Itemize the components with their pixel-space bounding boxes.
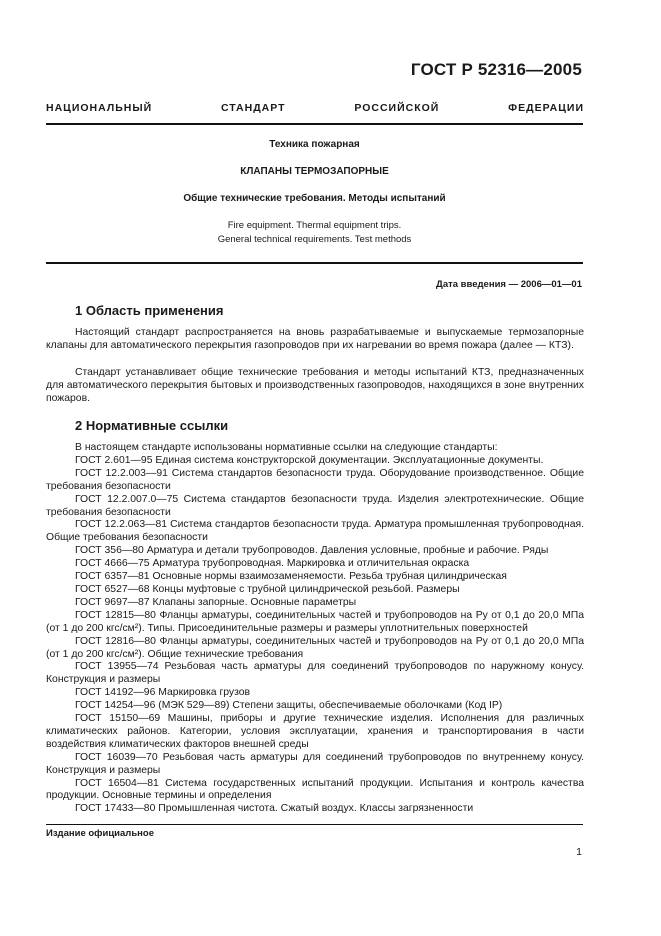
section-1-heading: 1 Область применения bbox=[75, 303, 224, 318]
reference-item bbox=[46, 455, 584, 468]
reference-text: ГОСТ 9697—87 Клапаны запорные. Основные параметры bbox=[75, 596, 357, 608]
reference-item bbox=[46, 558, 584, 571]
standard-subtitle: Общие технические требования. Методы испытаний bbox=[183, 193, 446, 204]
reference-item bbox=[46, 713, 584, 752]
reference-text: ГОСТ 12.2.003—91 Система стандартов безопасности труда. Оборудование производственное. Общие требования безопасности bbox=[46, 467, 584, 492]
reference-item bbox=[46, 584, 584, 597]
page-number: 1 bbox=[576, 846, 582, 858]
reference-text: ГОСТ 14254—96 (МЭК 529—89) Степени защиты, обеспечиваемые оболочками (Код IP) bbox=[75, 700, 503, 712]
reference-item bbox=[46, 519, 584, 545]
english-title-line-2: General technical requirements. Test methods bbox=[217, 234, 412, 245]
reference-item bbox=[46, 661, 584, 687]
title-divider bbox=[46, 262, 583, 264]
section-1-paragraph-1 bbox=[46, 327, 584, 353]
references-intro bbox=[46, 442, 584, 455]
reference-text: ГОСТ 16039—70 Резьбовая часть арматуры для соединений трубопроводов по внутреннему конусу. Конструкция и размеры bbox=[46, 751, 584, 776]
reference-item bbox=[46, 700, 584, 713]
reference-item bbox=[46, 597, 584, 610]
reference-text: ГОСТ 12.2.007.0—75 Система стандартов безопасности труда. Изделия электротехнические. Общие требования безопасности bbox=[46, 493, 584, 518]
section-2-heading: 2 Нормативные ссылки bbox=[75, 418, 229, 433]
section-1-paragraph-2-text: Стандарт устанавливает общие технические требования и методы испытаний КТЗ, предназначенных для автоматического перекрытия бытовых и производственных газопроводов, находящихся в зоне внутренних пожаров. bbox=[46, 367, 584, 404]
official-edition-label: Издание официальное bbox=[46, 828, 154, 839]
reference-item bbox=[46, 803, 584, 816]
reference-items bbox=[46, 455, 584, 816]
reference-item bbox=[46, 468, 584, 494]
section-1-paragraph-1-text: Настоящий стандарт распространяется на вновь разрабатываемые и выпускаемые термозапорные клапаны для автоматического перекрытия газопроводов при их нагревании во время пожара (далее — КТЗ). bbox=[46, 327, 584, 351]
reference-item bbox=[46, 778, 584, 804]
reference-text: ГОСТ 13955—74 Резьбовая часть арматуры для соединений трубопроводов по наружному конусу. Конструкция и размеры bbox=[46, 661, 584, 686]
reference-item bbox=[46, 636, 584, 662]
reference-text: ГОСТ 17433—80 Промышленная чистота. Сжатый воздух. Классы загрязненности bbox=[75, 803, 474, 815]
document-code: ГОСТ Р 52316—2005 bbox=[410, 60, 582, 79]
reference-item bbox=[46, 610, 584, 636]
normative-references-list bbox=[46, 442, 584, 816]
national-standard-banner: НАЦИОНАЛЬНЫЙ СТАНДАРТ РОССИЙСКОЙ ФЕДЕРАЦИИ bbox=[46, 102, 584, 114]
standard-category: Техника пожарная bbox=[269, 139, 360, 150]
reference-text: ГОСТ 12816—80 Фланцы арматуры, соединительных частей и трубопроводов на Pу от 0,1 до 20,0 МПа (от 1 до 200 кгс/см²). Общие технические требования bbox=[46, 635, 584, 660]
reference-text: ГОСТ 16504—81 Система государственных испытаний продукции. Испытания и контроль качества продукции. Основные термины и определения bbox=[46, 777, 584, 802]
reference-text: ГОСТ 6527—68 Концы муфтовые с трубной цилиндрической резьбой. Размеры bbox=[75, 583, 460, 595]
standard-title: КЛАПАНЫ ТЕРМОЗАПОРНЫЕ bbox=[240, 166, 389, 177]
reference-text: ГОСТ 12.2.063—81 Система стандартов безопасности труда. Арматура промышленная трубопроводная. Общие требования безопасности bbox=[46, 519, 584, 544]
reference-item bbox=[46, 571, 584, 584]
reference-text: ГОСТ 6357—81 Основные нормы взаимозаменяемости. Резьба трубная цилиндрическая bbox=[75, 571, 507, 583]
references-intro-text: В настоящем стандарте использованы нормативные ссылки на следующие стандарты: bbox=[75, 442, 498, 453]
reference-text: ГОСТ 356—80 Арматура и детали трубопроводов. Давления условные, пробные и рабочие. Ряды bbox=[75, 545, 549, 557]
top-divider bbox=[46, 123, 583, 125]
english-title-line-1: Fire equipment. Thermal equipment trips. bbox=[227, 220, 402, 231]
footer-divider bbox=[46, 824, 583, 825]
reference-text: ГОСТ 14192—96 Маркировка грузов bbox=[75, 687, 251, 699]
reference-text: ГОСТ 12815—80 Фланцы арматуры, соединительных частей и трубопроводов на Pу от 0,1 до 20,0 МПа (от 1 до 200 кгс/см²). Типы. Присоединительные размеры и размеры уплотнительных поверхностей bbox=[46, 609, 584, 634]
reference-text: ГОСТ 4666—75 Арматура трубопроводная. Маркировка и отличительная окраска bbox=[75, 558, 470, 570]
reference-text: ГОСТ 15150—69 Машины, приборы и другие технические изделия. Исполнения для различных климатических районов. Категории, условия эксплуатации, хранения и транспортирования в части воздействия климатических факторов внешней среды bbox=[46, 713, 584, 750]
reference-item bbox=[46, 545, 584, 558]
reference-item bbox=[46, 687, 584, 700]
reference-item bbox=[46, 494, 584, 520]
introduction-date: Дата введения — 2006—01—01 bbox=[436, 279, 582, 290]
reference-text: ГОСТ 2.601—95 Единая система конструкторской документации. Эксплуатационные документы. bbox=[75, 454, 544, 466]
section-1-paragraph-2 bbox=[46, 367, 584, 406]
reference-item bbox=[46, 752, 584, 778]
